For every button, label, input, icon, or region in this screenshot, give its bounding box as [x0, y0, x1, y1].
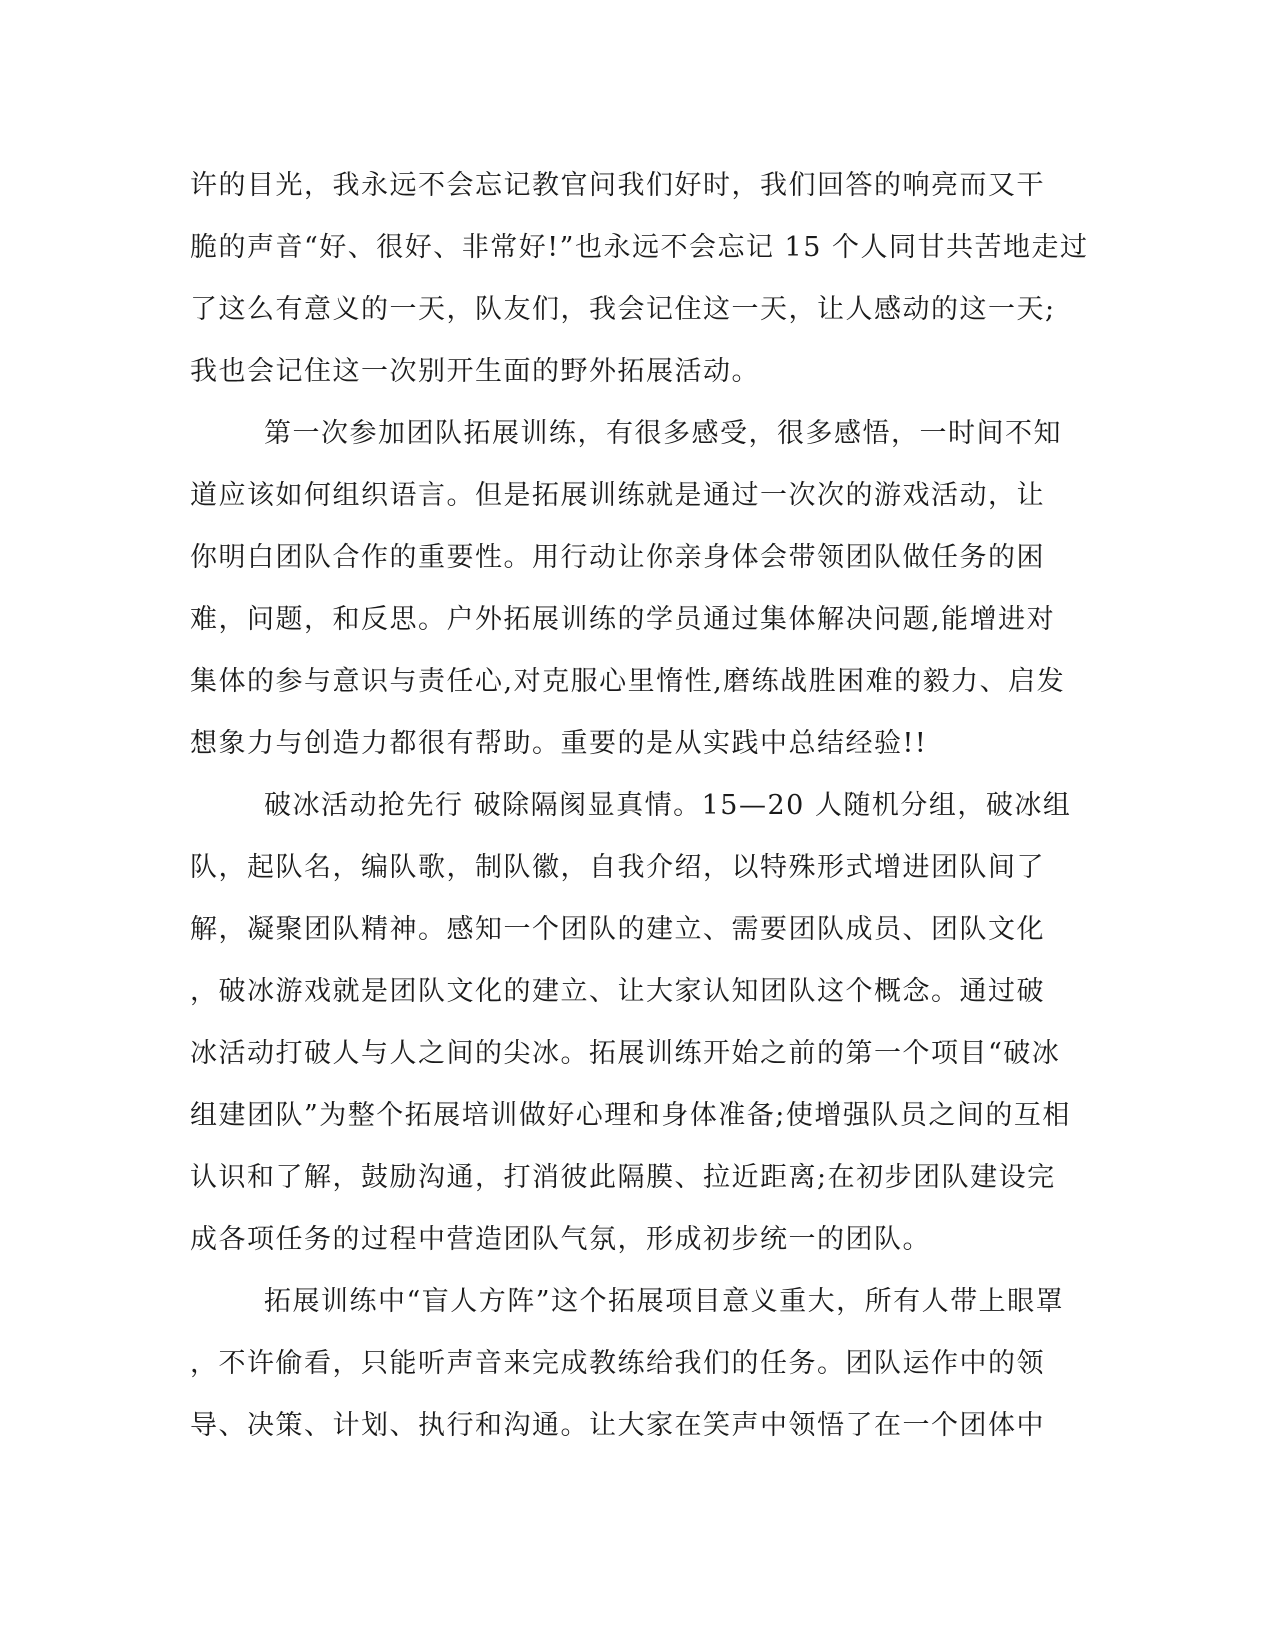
text-line: 道应该如何组织语言。但是拓展训练就是通过一次次的游戏活动，让	[190, 480, 1045, 511]
text-line: 导、决策、计划、执行和沟通。让大家在笑声中领悟了在一个团体中	[190, 1410, 1045, 1441]
text-line: 许的目光，我永远不会忘记教官问我们好时，我们回答的响亮而又干	[190, 170, 1045, 201]
text-line: 认识和了解，鼓励沟通，打消彼此隔膜、拉近距离;在初步团队建设完	[190, 1162, 1056, 1193]
text-line: 脆的声音“好、很好、非常好!”也永远不会忘记 15 个人同甘共苦地走过	[190, 232, 1089, 263]
text-line: 想象力与创造力都很有帮助。重要的是从实践中总结经验!!	[190, 728, 928, 759]
text-line: 难，问题，和反思。户外拓展训练的学员通过集体解决问题,能增进对	[190, 604, 1056, 635]
text-line: ，破冰游戏就是团队文化的建立、让大家认知团队这个概念。通过破	[190, 976, 1045, 1007]
text-line: 组建团队”为整个拓展培训做好心理和身体准备;使增强队员之间的互相	[190, 1100, 1071, 1131]
text-line: 队，起队名，编队歌，制队徽，自我介绍，以特殊形式增进团队间了	[190, 852, 1045, 883]
text-line: 集体的参与意识与责任心,对克服心里惰性,磨练战胜困难的毅力、启发	[190, 666, 1066, 697]
text-line: 成各项任务的过程中营造团队气氛，形成初步统一的团队。	[190, 1224, 931, 1255]
body-text	[190, 155, 1090, 1457]
text-line: 解，凝聚团队精神。感知一个团队的建立、需要团队成员、团队文化	[190, 914, 1045, 945]
text-line: ，不许偷看，只能听声音来完成教练给我们的任务。团队运作中的领	[190, 1348, 1045, 1379]
paragraph-start-line: 破冰活动抢先行 破除隔阂显真情。15—20 人随机分组，破冰组	[264, 790, 1072, 821]
paragraph-start-line: 拓展训练中“盲人方阵”这个拓展项目意义重大，所有人带上眼罩	[264, 1286, 1065, 1317]
text-line: 你明白团队合作的重要性。用行动让你亲身体会带领团队做任务的困	[190, 542, 1045, 573]
paragraph-start-line: 第一次参加团队拓展训练，有很多感受，很多感悟，一时间不知	[264, 418, 1062, 449]
text-line: 我也会记住这一次别开生面的野外拓展活动。	[190, 356, 760, 387]
text-line: 了这么有意义的一天，队友们，我会记住这一天，让人感动的这一天;	[190, 294, 1056, 325]
text-line: 冰活动打破人与人之间的尖冰。拓展训练开始之前的第一个项目“破冰	[190, 1038, 1061, 1069]
